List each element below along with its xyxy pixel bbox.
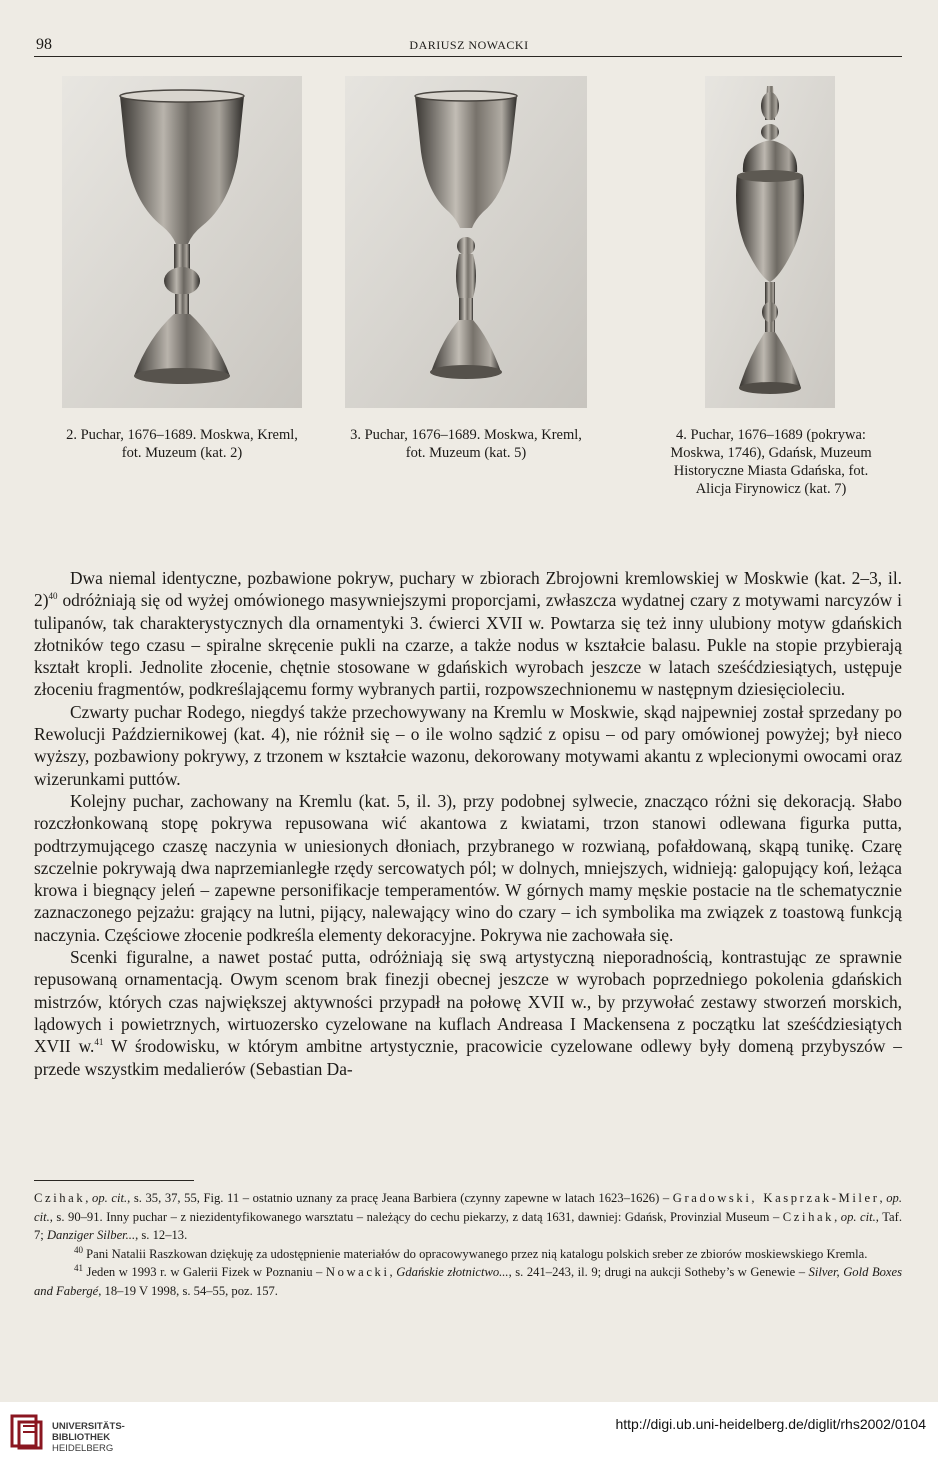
body-text xyxy=(34,567,902,1080)
footnote-rule xyxy=(34,1180,194,1181)
figure-4-caption-line-4: Alicja Firynowicz (kat. 7) xyxy=(695,481,847,497)
figure-3-caption-line-1: 3. Puchar, 1676–1689. Moskwa, Kreml, xyxy=(350,427,582,443)
paragraph-2: Czwarty puchar Rodego, niegdyś także przechowywany na Kremlu w Moskwie, skąd najpewniej został sprzedany po Rewolucji Październikowej (kat. 4), nie różnił się – o ile wolno sądzić z opisu – od pary omówionej powyżej; był nieco wyższy, pozbawiony pokrywy, z trzonem w kształcie wazonu, dekorowany motywami akantu z wplecionymi owocami oraz wizerunkami puttów. xyxy=(34,701,902,789)
goblet-photo-2-icon xyxy=(345,76,587,408)
figure-4-caption-line-3: Historyczne Miasta Gdańska, fot. xyxy=(673,463,869,479)
source-url-link[interactable]: http://digi.ub.uni-heidelberg.de/diglit/rhs2002/0104 xyxy=(615,1416,926,1432)
figure-3-caption-line-2: fot. Muzeum (kat. 5) xyxy=(405,445,527,461)
footnote-41: $^{41}$ Jeden w 1993 r. w Galerii Fizek w Poznaniu – Nowacki, Gdańskie złotnictwo..., s. 241–243, il. 9; drugi na aukcji Sotheby’s w Genewie – Silver, Gold Boxes and Fabergé, 18–19 V 1998, s. 54–55, poz. 157. xyxy=(34,1262,903,1298)
footnote-ref-41[interactable]: 41 xyxy=(94,1037,104,1048)
library-logo-icon xyxy=(8,1412,48,1452)
footnotes xyxy=(34,1189,902,1300)
goblet-photo-1-icon xyxy=(62,76,302,408)
figure-2-caption-line-2: fot. Muzeum (kat. 2) xyxy=(121,445,243,461)
page-number: 98 xyxy=(36,36,52,53)
header-rule xyxy=(34,56,902,57)
paragraph-1: Dwa niemal identyczne, pozbawione pokryw, puchary w zbiorach Zbrojowni kremlowskiej w Moskwie (kat. 2–3, il. 2)$^{40}$ odróżniają się od wyżej omówionego masywniejszymi proporcjami, zwłaszcza wydatnej czary z motywami narcyzów i tulipanów, tak charakterystycznych dla ornamentyki 3. ćwierci XVII w. Powtarza się też inny ulubiony motyw gdańskich złotników tego czasu – spiralne skręcenie pukli na czarze, a także nodus w kształcie balasu. Pukle na stopie przybierają kształt kropli. Jednolite złocenie, chętnie stosowane w gdańskich wyrobach jeszcze w latach sześćdziesiątych, ustępuje złoceniu fragmentów, podkreślającemu formy wybranych partii, rozpowszechnionemu w następnym dziesięcioleciu. xyxy=(34,568,902,700)
footnote-continuation: Czihak, op. cit., s. 35, 37, 55, Fig. 11 – ostatnio uznany za pracę Jeana Barbiera (czynny zapewne w latach 1623–1626) – Gradowski, Kasprzak-Miler, op. cit., s. 90–91. Inny puchar – z niezidentyfikowanego warsztatu – należący do cechu piekarzy, z datą 1631, dawniej: Gdańsk, Provinzial Museum – Czihak, op. cit., Taf. 7; Danziger Silber..., s. 12–13. xyxy=(34,1191,902,1242)
figure-4-caption-line-1: 4. Puchar, 1676–1689 (pokrywa: xyxy=(676,427,866,443)
covered-cup-photo-icon xyxy=(705,76,835,408)
figure-4-caption-line-2: Moskwa, 1746), Gdańsk, Muzeum xyxy=(670,445,872,461)
paragraph-4: Scenki figuralne, a nawet postać putta, odróżniają się swą artystyczną nieporadnością, kontrastując ze sprawnie repusowaną ornamentacją. Owym scenom brak finezji obecnej jeszcze w wyrobach poprzedniego pokolenia gdańskich mistrzów, których czas największej aktywności przypadł na połowę XVII w., by przywołać zestawy stworzeń morskich, lądowych i powietrznych, wirtuozersko cyzelowane na kuflach Andreasa I Mackensena z początku lat sześćdziesiątych XVII w.$^{41}$ W środowisku, w którym ambitne artystycznie, pracowicie cyzelowane odlewy były domeną przybyszów – przede wszystkim medalierów (Sebastian Da- xyxy=(34,947,902,1079)
running-head: DARIUSZ NOWACKI xyxy=(409,38,529,52)
footnote-ref-40[interactable]: 40 xyxy=(48,591,58,602)
figure-2-caption-line-1: 2. Puchar, 1676–1689. Moskwa, Kreml, xyxy=(66,427,298,443)
footer-bar xyxy=(0,1402,938,1474)
footnote-40: $^{40}$ Pani Natalii Raszkowan dziękuję za udostępnienie materiałów do opracowywanego przez nią katalogu polskich sreber ze zbiorów moskiewskiego Kremla. xyxy=(74,1244,868,1261)
library-name: UNIVERSITÄTS- BIBLIOTHEK HEIDELBERG xyxy=(52,1421,125,1454)
paragraph-3: Kolejny puchar, zachowany na Kremlu (kat. 5, il. 3), przy podobnej sylwecie, znacząco różni się dekoracją. Słabo rozczłonkowaną stopę pokrywa repusowana wić akantowa z kwiatami, trzon stanowi odlewana figurka putta, podtrzymującego czaszę naczynia w uniesionych dłoniach, przybranego w rozwianą, pofałdowaną, skąpą tunikę. Czarę szczelnie pokrywają dwa naprzemianległe rzędy sercowatych pól; w dolnych, mniejszych, widnieją: galopujący koń, leżąca krowa i biegnący jeleń – zapewne personifikacje temperamentów. W górnych mamy męskie postacie na tle schematycznie zaznaczonego pejzażu: grający na lutni, pijący, nalewający wino do czary – ich symbolika ma związek z toastową funkcją naczynia. Częściowe złocenie podkreśla elementy dekoracyjne. Pokrywa nie zachowała się. xyxy=(34,790,902,945)
